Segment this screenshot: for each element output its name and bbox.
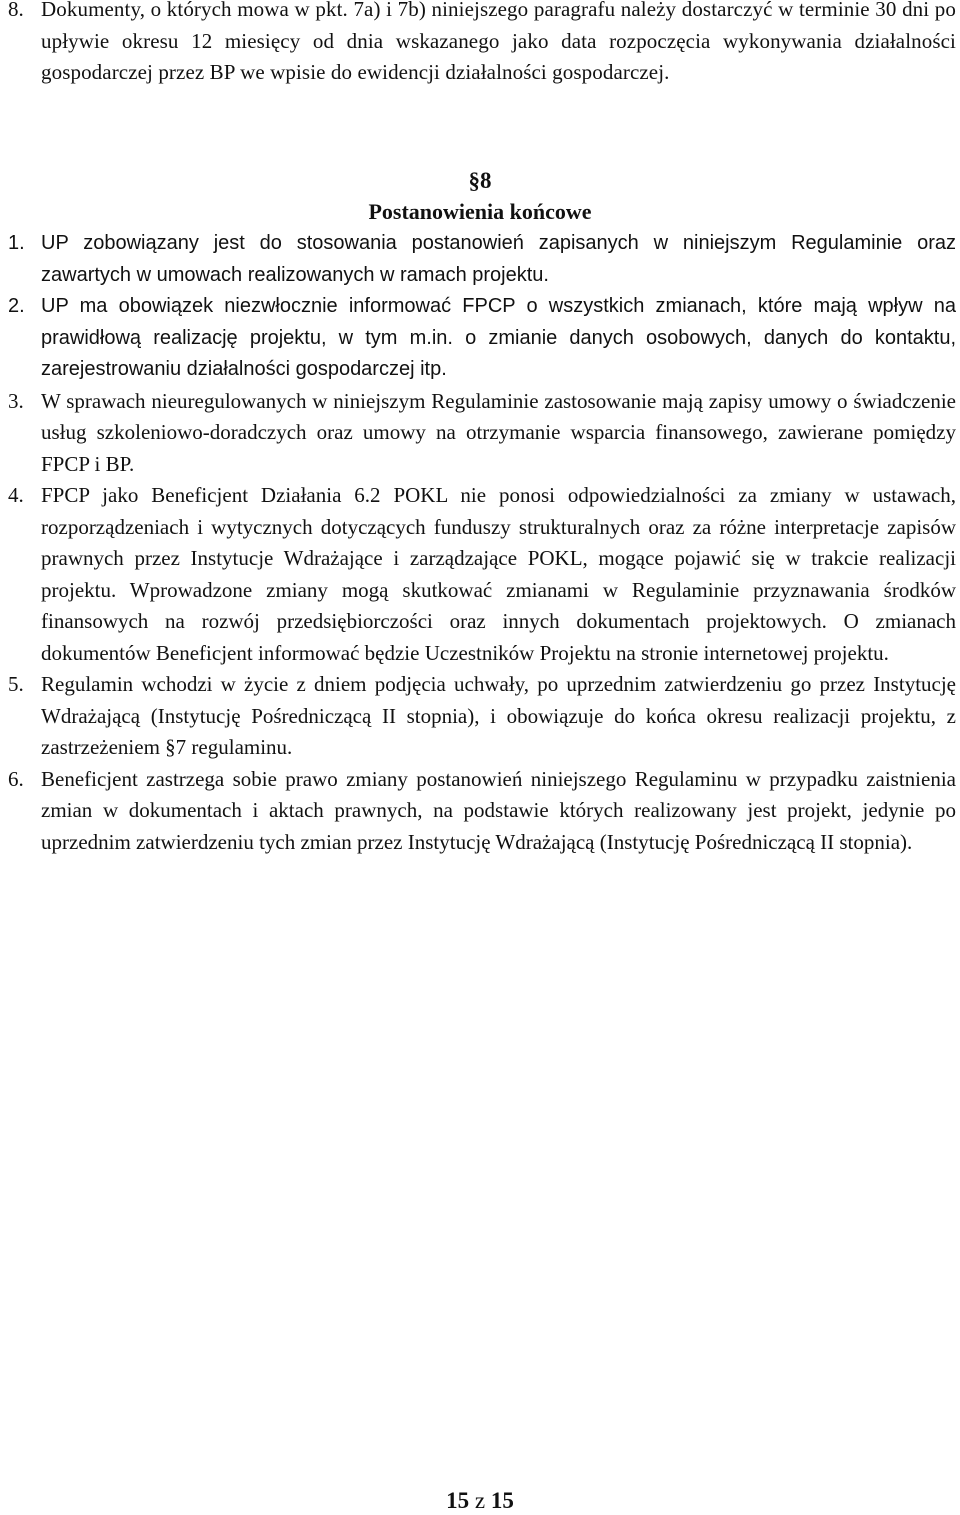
- list-item-text: Dokumenty, o których mowa w pkt. 7a) i 7b) niniejszego paragrafu należy dostarczyć w terminie 30 dni po upływie okresu 12 miesięcy od dnia wskazanego jako data rozpoczęcia wykonywania działalności gospodarczej przez BP we wpisie do ewidencji działalności gospodarczej.: [41, 0, 956, 84]
- list-item-number: 5.: [8, 672, 24, 696]
- list-item-number: 3.: [8, 388, 24, 413]
- list-item-number: 4.: [8, 483, 24, 507]
- list-item-text: UP zobowiązany jest do stosowania postanowień zapisanych w niniejszym Regulaminie oraz zawartych w umowach realizowanych w ramach projektu.: [41, 232, 956, 286]
- list-item-2: [8, 291, 956, 386]
- list-item-number: 2.: [8, 295, 25, 317]
- list-item-text: W sprawach nieuregulowanych w niniejszym Regulaminie zastosowanie mają zapisy umowy o świadczenie usług szkoleniowo-doradczych oraz umowy na otrzymanie wsparcia finansowego, zawierane pomiędzy FPCP i BP.: [41, 388, 956, 476]
- list-item-number: 6.: [8, 766, 24, 791]
- section-title: Postanowienia końcowe: [368, 199, 592, 224]
- list-item-8: [8, 0, 956, 89]
- page-number: [0, 1488, 960, 1514]
- section-number: §8: [468, 168, 492, 193]
- list-item-1: [8, 228, 956, 291]
- list-item-3: [8, 386, 956, 481]
- final-provisions-list: [8, 228, 956, 858]
- list-item-6: [8, 764, 956, 859]
- list-item-5: [8, 669, 956, 764]
- list-item-number: 1.: [8, 232, 25, 254]
- list-item-text: UP ma obowiązek niezwłocznie informować FPCP o wszystkich zmianach, które mają wpływ na prawidłową realizację projektu, w tym m.in. o zmianie danych osobowych, danych do kontaktu, zarejestrowaniu działalności gospodarczej itp.: [41, 295, 956, 380]
- total-pages: 15: [490, 1488, 514, 1513]
- page-separator: z: [474, 1488, 486, 1513]
- list-item-text: Beneficjent zastrzega sobie prawo zmiany postanowień niniejszego Regulaminu w przypadku zaistnienia zmian w dokumentach i aktach prawnych, na podstawie których realizowany jest projekt, jedynie po uprzednim zatwierdzeniu tych zmian przez Instytucję Wdrażającą (Instytucję Pośredniczącą II stopnia).: [41, 766, 956, 854]
- list-item-text: Regulamin wchodzi w życie z dniem podjęcia uchwały, po uprzednim zatwierdzeniu go przez Instytucję Wdrażającą (Instytucję Pośredniczącą II stopnia), i obowiązuje do końca okresu realizacji projektu, z zastrzeżeniem §7 regulaminu.: [41, 672, 956, 759]
- list-item-4: [8, 480, 956, 669]
- current-page: 15: [446, 1488, 470, 1513]
- list-item-number: 8.: [8, 0, 24, 21]
- list-item-text: FPCP jako Beneficjent Działania 6.2 POKL nie ponosi odpowiedzialności za zmiany w ustawach, rozporządzeniach i wytycznych dotyczących funduszy strukturalnych oraz za różne interpretacje zapisów prawnych przez Instytucje Wdrażające i zarządzające POKL, mogące pojawić się w trakcie realizacji projektu. Wprowadzone zmiany mogą skutkować zmianami w Regulaminie przyznawania środków finansowych na rozwój przedsiębiorczości oraz innych dokumentach projektowych. O zmianach dokumentów Beneficjent informować będzie Uczestników Projektu na stronie internetowej projektu.: [41, 483, 956, 665]
